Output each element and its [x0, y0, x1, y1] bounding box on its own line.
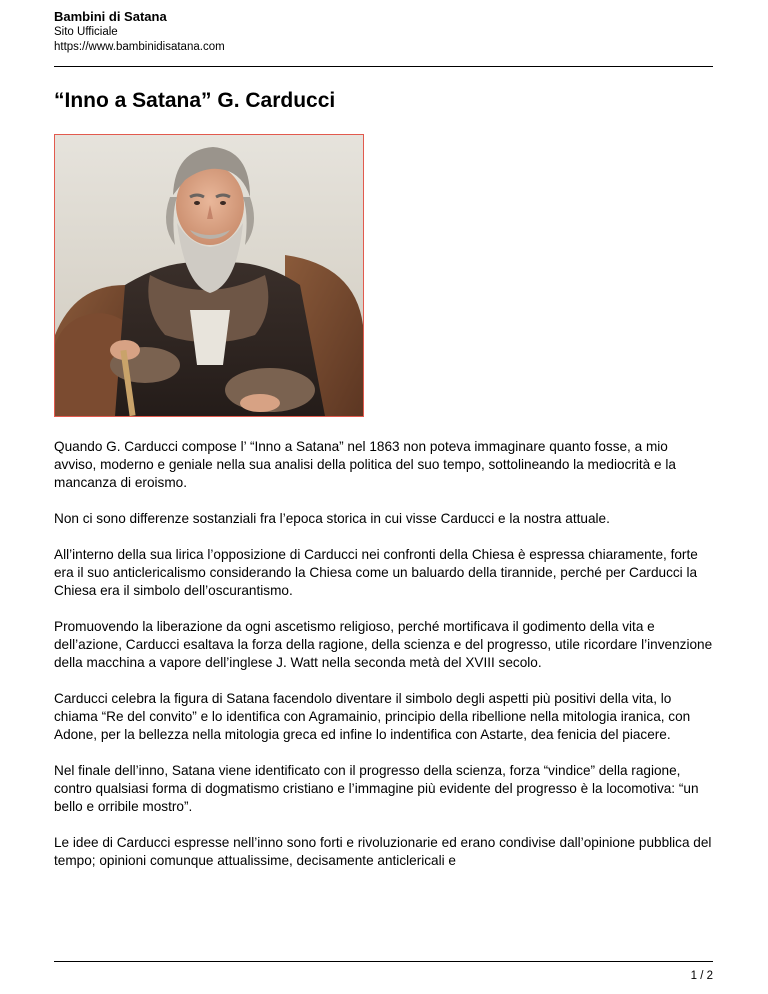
footer-divider	[54, 961, 713, 962]
paragraph: Quando G. Carducci compose l’ “Inno a Satana” nel 1863 non poteva immaginare quanto fosse, a mio avviso, moderno e geniale nella sua analisi della politica del suo tempo, sottolineando la mediocrità e la mancanza di eroismo.	[54, 439, 676, 490]
paragraph: All’interno della sua lirica l’opposizione di Carducci nei confronti della Chiesa è espressa chiaramente, forte era il suo anticlericalismo considerando la Chiesa come un baluardo della tirannide, perché per Carducci la Chiesa era il simbolo dell’oscurantismo.	[54, 547, 698, 598]
paragraph: Non ci sono differenze sostanziali fra l’epoca storica in cui visse Carducci e la nostra attuale.	[54, 511, 610, 526]
page-number: 1 / 2	[690, 970, 713, 982]
site-url[interactable]: https://www.bambinidisatana.com	[54, 41, 225, 53]
site-name: Bambini di Satana	[54, 9, 167, 24]
paragraph: Le idee di Carducci espresse nell’inno sono forti e rivoluzionarie ed erano condivise dall’opinione pubblica del tempo; opinioni comunque attualissime, decisamente anticlericali e	[54, 835, 712, 868]
document-page	[54, 0, 713, 994]
site-subtitle: Sito Ufficiale	[54, 26, 118, 38]
header-divider	[54, 66, 713, 67]
carducci-portrait-image	[54, 134, 364, 417]
paragraph: Nel finale dell’inno, Satana viene identificato con il progresso della scienza, forza “vindice” della ragione, contro qualsiasi forma di dogmatismo cristiano e l’immagine più evidente del progresso è la locomotiva: “un bello e orribile mostro”.	[54, 763, 699, 814]
paragraph: Carducci celebra la figura di Satana facendolo diventare il simbolo degli aspetti più positivi della vita, lo chiama “Re del convito” e lo identifica con Agramainio, principio della ribellione nella mitologia iranica, con Adone, per la bellezza nella mitologia greca ed infine lo indentifica con Astarte, dea fenicia del piacere.	[54, 691, 691, 742]
page-header	[54, 9, 713, 55]
article-title: “Inno a Satana” G. Carducci	[54, 89, 336, 112]
article-body	[54, 438, 713, 888]
paragraph: Promuovendo la liberazione da ogni ascetismo religioso, perché mortificava il godimento della vita e dell’azione, Carducci esaltava la forza della ragione, della scienza e del progresso, utile ricordare l’invenzione della macchina a vapore dell’inglese J. Watt nella seconda metà del XVIII secolo.	[54, 619, 713, 670]
